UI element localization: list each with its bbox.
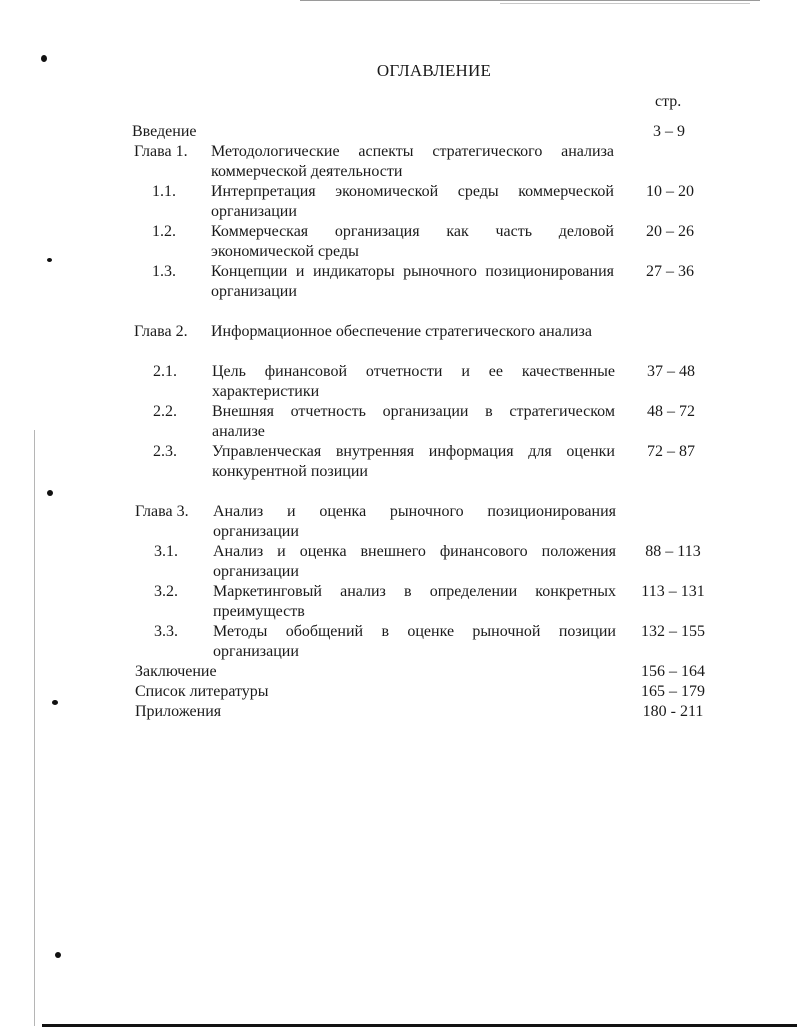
pages-column-header: стр.: [655, 93, 682, 110]
toc-pages: 72 – 87: [647, 443, 695, 460]
toc-label: 2.3.: [153, 443, 177, 460]
toc-text: Маркетинговый анализ в определении конкретных преимуществ: [213, 583, 616, 620]
toc-text: Цель финансовой отчетности и ее качественные характеристики: [212, 363, 615, 400]
toc-label: 2.2.: [153, 403, 177, 420]
toc-label: 3.1.: [154, 543, 178, 560]
toc-label: Список литературы: [135, 683, 269, 700]
toc-text: Информационное обеспечение стратегического анализа: [211, 323, 592, 340]
toc-pages: 113 – 131: [641, 583, 705, 600]
toc-pages: 3 – 9: [653, 123, 685, 140]
toc-label: Введение: [132, 123, 197, 140]
scan-speck: [47, 258, 52, 262]
scan-edge-line: [300, 0, 760, 1]
toc-label: Заключение: [135, 663, 217, 680]
toc-pages: 165 – 179: [641, 683, 705, 700]
scan-edge-line: [34, 430, 35, 1026]
toc-label: Глава 2.: [134, 323, 188, 340]
toc-text: Анализ и оценка рыночного позиционирования организации: [213, 503, 616, 540]
toc-text: Интерпретация экономической среды коммерческой организации: [211, 183, 614, 220]
scan-speck: [55, 952, 61, 958]
scan-speck: [47, 490, 53, 496]
toc-text: Управленческая внутренняя информация для оценки конкурентной позиции: [212, 443, 615, 480]
toc-pages: 20 – 26: [646, 223, 694, 240]
toc-pages: 27 – 36: [646, 263, 694, 280]
toc-text: Анализ и оценка внешнего финансового положения организации: [213, 543, 616, 580]
scan-edge-line: [42, 1024, 797, 1027]
toc-text: Концепции и индикаторы рыночного позиционирования организации: [211, 263, 614, 300]
toc-pages: 10 – 20: [646, 183, 694, 200]
toc-label: 1.1.: [152, 183, 176, 200]
toc-text: Коммерческая организация как часть деловой экономической среды: [211, 223, 614, 260]
toc-label: Глава 3.: [135, 503, 189, 520]
page-title: ОГЛАВЛЕНИЕ: [376, 61, 492, 80]
toc-label: 1.2.: [152, 223, 176, 240]
toc-pages: 132 – 155: [641, 623, 705, 640]
toc-label: 3.2.: [154, 583, 178, 600]
toc-text: Внешняя отчетность организации в стратегическом анализе: [212, 403, 615, 440]
toc-pages: 88 – 113: [645, 543, 701, 560]
toc-label: 3.3.: [154, 623, 178, 640]
toc-label: 2.1.: [153, 363, 177, 380]
toc-label: Приложения: [135, 703, 222, 720]
toc-label: 1.3.: [152, 263, 176, 280]
toc-pages: 37 – 48: [647, 363, 695, 380]
toc-pages: 48 – 72: [647, 403, 695, 420]
toc-pages: 180 - 211: [642, 703, 704, 720]
scan-edge-line: [500, 3, 750, 4]
toc-text: Методы обобщений в оценке рыночной позиции организации: [213, 623, 616, 660]
toc-pages: 156 – 164: [641, 663, 705, 680]
scan-speck: [52, 700, 58, 705]
toc-label: Глава 1.: [134, 143, 188, 160]
toc-text: Методологические аспекты стратегического анализа коммерческой деятельности: [211, 143, 614, 180]
